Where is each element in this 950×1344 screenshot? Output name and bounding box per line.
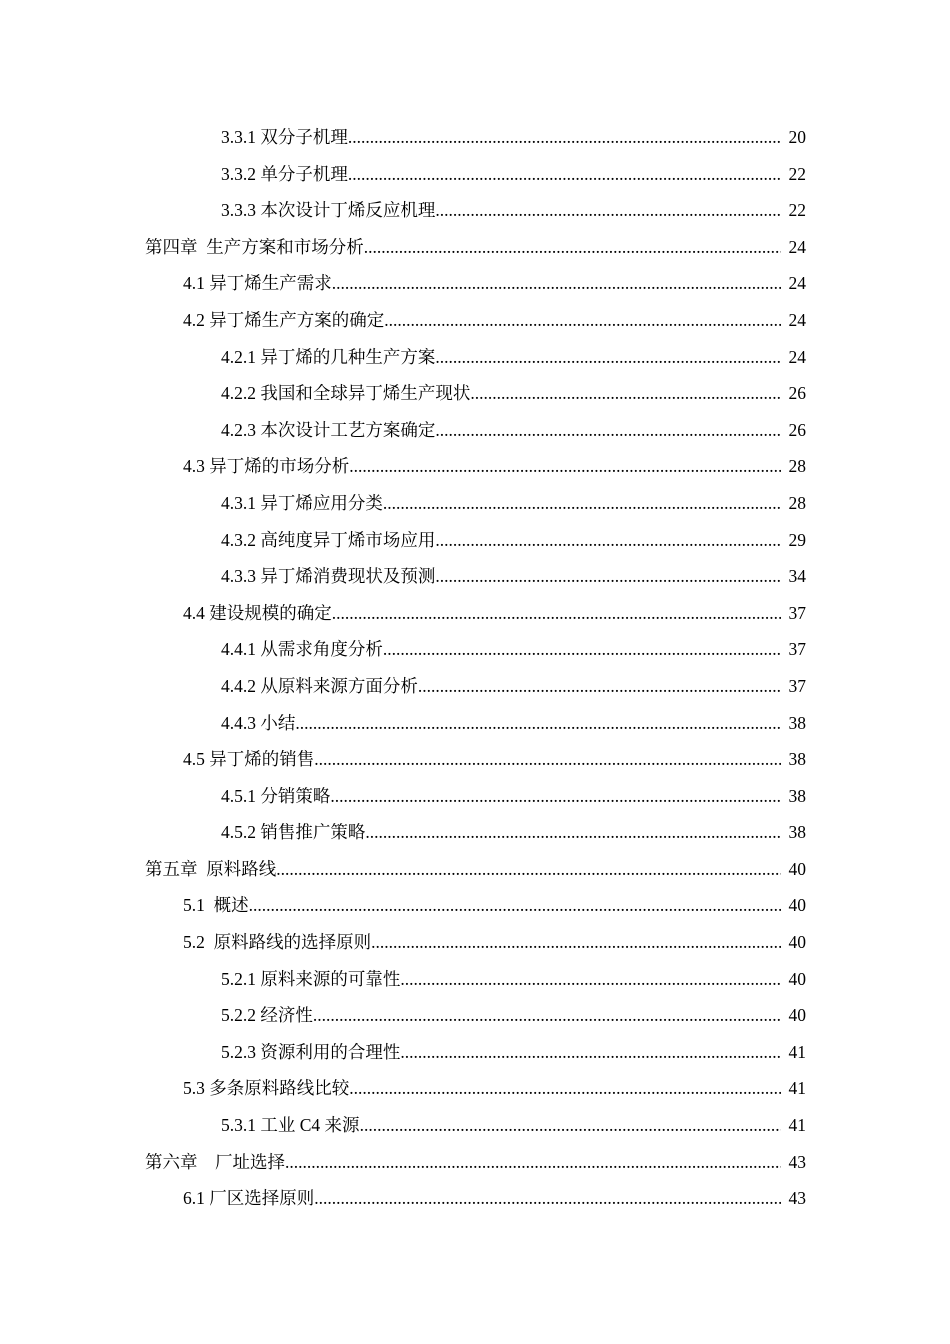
toc-entry-page-number: 43 — [788, 1151, 806, 1172]
toc-entry-page-number: 24 — [788, 236, 806, 257]
toc-entry-label: 第四章 生产方案和市场分析 — [145, 236, 364, 257]
toc-entry-level-1[interactable] — [0, 229, 950, 266]
toc-entry-label: 4.5 异丁烯的销售 — [183, 749, 315, 770]
toc-entry-page-number: 37 — [788, 602, 806, 623]
toc-entry-label: 4.4.3 小结 — [221, 712, 296, 733]
toc-dot-leader — [418, 668, 781, 705]
toc-dot-leader — [384, 302, 781, 339]
toc-entry-level-1[interactable] — [0, 851, 950, 888]
toc-dot-leader — [348, 119, 781, 156]
toc-entry-label: 4.2.2 我国和全球异丁烯生产现状 — [221, 383, 471, 404]
toc-entry-level-3[interactable] — [0, 705, 950, 742]
toc-entry-label: 4.5.2 销售推广策略 — [221, 822, 366, 843]
toc-entry-label: 4.2.3 本次设计工艺方案确定 — [221, 419, 436, 440]
toc-entry-page-number: 24 — [788, 309, 806, 330]
toc-entry-page-number: 41 — [788, 1078, 806, 1099]
toc-dot-leader — [360, 1107, 781, 1144]
toc-entry-level-2[interactable] — [0, 448, 950, 485]
toc-entry-label: 4.4 建设规模的确定 — [183, 602, 332, 623]
toc-dot-leader — [332, 265, 781, 302]
toc-entry-level-3[interactable] — [0, 485, 950, 522]
toc-entry-label: 5.3 多条原料路线比较 — [183, 1078, 350, 1099]
toc-entry-level-3[interactable] — [0, 558, 950, 595]
toc-dot-leader — [276, 851, 781, 888]
toc-dot-leader — [313, 997, 781, 1034]
toc-entry-label: 4.2 异丁烯生产方案的确定 — [183, 309, 385, 330]
toc-entry-page-number: 37 — [788, 675, 806, 696]
toc-entry-level-3[interactable] — [0, 1034, 950, 1071]
toc-entry-level-3[interactable] — [0, 997, 950, 1034]
toc-entry-page-number: 40 — [788, 858, 806, 879]
toc-dot-leader — [349, 1070, 781, 1107]
toc-entry-label: 4.4.2 从原料来源方面分析 — [221, 675, 418, 696]
toc-entry-label: 4.1 异丁烯生产需求 — [183, 273, 332, 294]
toc-dot-leader — [364, 229, 781, 266]
toc-entry-level-2[interactable] — [0, 265, 950, 302]
toc-dot-leader — [365, 814, 781, 851]
toc-entry-label: 3.3.3 本次设计丁烯反应机理 — [221, 200, 436, 221]
toc-entry-level-2[interactable] — [0, 595, 950, 632]
toc-entry-page-number: 38 — [788, 785, 806, 806]
toc-dot-leader — [400, 961, 781, 998]
toc-entry-level-1[interactable] — [0, 1144, 950, 1181]
toc-entry-page-number: 22 — [788, 163, 806, 184]
toc-entry-page-number: 40 — [788, 1005, 806, 1026]
toc-entry-level-2[interactable] — [0, 924, 950, 961]
toc-entry-page-number: 28 — [788, 492, 806, 513]
toc-dot-leader — [371, 924, 781, 961]
toc-entry-page-number: 38 — [788, 712, 806, 733]
toc-entry-label: 4.2.1 异丁烯的几种生产方案 — [221, 346, 436, 367]
toc-entry-level-3[interactable] — [0, 961, 950, 998]
toc-entry-page-number: 40 — [788, 895, 806, 916]
toc-entry-level-3[interactable] — [0, 778, 950, 815]
toc-dot-leader — [435, 192, 781, 229]
toc-entry-page-number: 24 — [788, 346, 806, 367]
toc-entry-page-number: 40 — [788, 968, 806, 989]
toc-entry-label: 5.2.2 经济性 — [221, 1005, 313, 1026]
toc-entry-page-number: 41 — [788, 1115, 806, 1136]
toc-dot-leader — [435, 522, 781, 559]
toc-entry-label: 6.1 厂区选择原则 — [183, 1188, 315, 1209]
toc-dot-leader — [400, 1034, 781, 1071]
toc-entry-level-3[interactable] — [0, 668, 950, 705]
toc-entry-page-number: 37 — [788, 639, 806, 660]
toc-dot-leader — [470, 375, 781, 412]
toc-entry-label: 第六章 厂址选择 — [145, 1151, 285, 1172]
toc-entry-label: 4.3.1 异丁烯应用分类 — [221, 492, 383, 513]
toc-dot-leader — [348, 156, 781, 193]
toc-entry-page-number: 26 — [788, 383, 806, 404]
toc-entry-level-3[interactable] — [0, 631, 950, 668]
toc-entry-level-3[interactable] — [0, 339, 950, 376]
toc-entry-level-2[interactable] — [0, 887, 950, 924]
toc-entry-label: 3.3.2 单分子机理 — [221, 163, 348, 184]
toc-entry-page-number: 22 — [788, 200, 806, 221]
toc-dot-leader — [383, 631, 781, 668]
toc-entry-label: 3.3.1 双分子机理 — [221, 127, 348, 147]
toc-entry-label: 4.3.3 异丁烯消费现状及预测 — [221, 566, 436, 587]
toc-entry-page-number: 29 — [788, 529, 806, 550]
toc-entry-label: 4.3 异丁烯的市场分析 — [183, 456, 350, 477]
toc-entry-level-2[interactable] — [0, 302, 950, 339]
toc-dot-leader — [330, 778, 781, 815]
toc-entry-label: 4.4.1 从需求角度分析 — [221, 639, 383, 660]
toc-entry-page-number: 38 — [788, 822, 806, 843]
toc-entry-page-number: 20 — [788, 127, 806, 147]
toc-entry-level-3[interactable] — [0, 156, 950, 193]
toc-entry-page-number: 38 — [788, 749, 806, 770]
toc-entry-level-3[interactable] — [0, 192, 950, 229]
toc-entry-label: 4.5.1 分销策略 — [221, 785, 331, 806]
toc-entry-page-number: 34 — [788, 566, 806, 587]
toc-dot-leader — [285, 1144, 781, 1181]
toc-entry-label: 第五章 原料路线 — [145, 858, 277, 879]
toc-dot-leader — [435, 558, 781, 595]
toc-entry-level-2[interactable] — [0, 741, 950, 778]
toc-entry-label: 5.2.1 原料来源的可靠性 — [221, 968, 401, 989]
toc-dot-leader — [435, 412, 781, 449]
toc-entry-page-number: 24 — [788, 273, 806, 294]
toc-dot-leader — [383, 485, 781, 522]
toc-entry-label: 5.2 原料路线的选择原则 — [183, 932, 372, 953]
toc-entry-level-2[interactable] — [0, 1180, 950, 1217]
toc-dot-leader — [295, 705, 781, 742]
toc-dot-leader — [349, 448, 781, 485]
toc-entry-label: 5.1 概述 — [183, 895, 249, 916]
toc-entry-level-2[interactable] — [0, 1070, 950, 1107]
toc-dot-leader — [314, 1180, 781, 1217]
toc-entry-page-number: 26 — [788, 419, 806, 440]
toc-entry-level-3[interactable] — [0, 119, 950, 156]
toc-dot-leader — [332, 595, 781, 632]
table-of-contents — [0, 119, 950, 1217]
toc-entry-page-number: 28 — [788, 456, 806, 477]
toc-entry-level-3[interactable] — [0, 412, 950, 449]
toc-dot-leader — [435, 339, 781, 376]
toc-entry-label: 4.3.2 高纯度异丁烯市场应用 — [221, 529, 436, 550]
toc-dot-leader — [249, 887, 781, 924]
toc-dot-leader — [314, 741, 781, 778]
toc-entry-level-3[interactable] — [0, 522, 950, 559]
toc-entry-page-number: 41 — [788, 1041, 806, 1062]
toc-entry-label: 5.2.3 资源利用的合理性 — [221, 1041, 401, 1062]
toc-entry-page-number: 40 — [788, 932, 806, 953]
toc-entry-level-3[interactable] — [0, 814, 950, 851]
toc-entry-page-number: 43 — [788, 1188, 806, 1209]
toc-entry-level-3[interactable] — [0, 375, 950, 412]
toc-entry-label: 5.3.1 工业 C4 来源 — [221, 1115, 360, 1136]
toc-entry-level-3[interactable] — [0, 1107, 950, 1144]
